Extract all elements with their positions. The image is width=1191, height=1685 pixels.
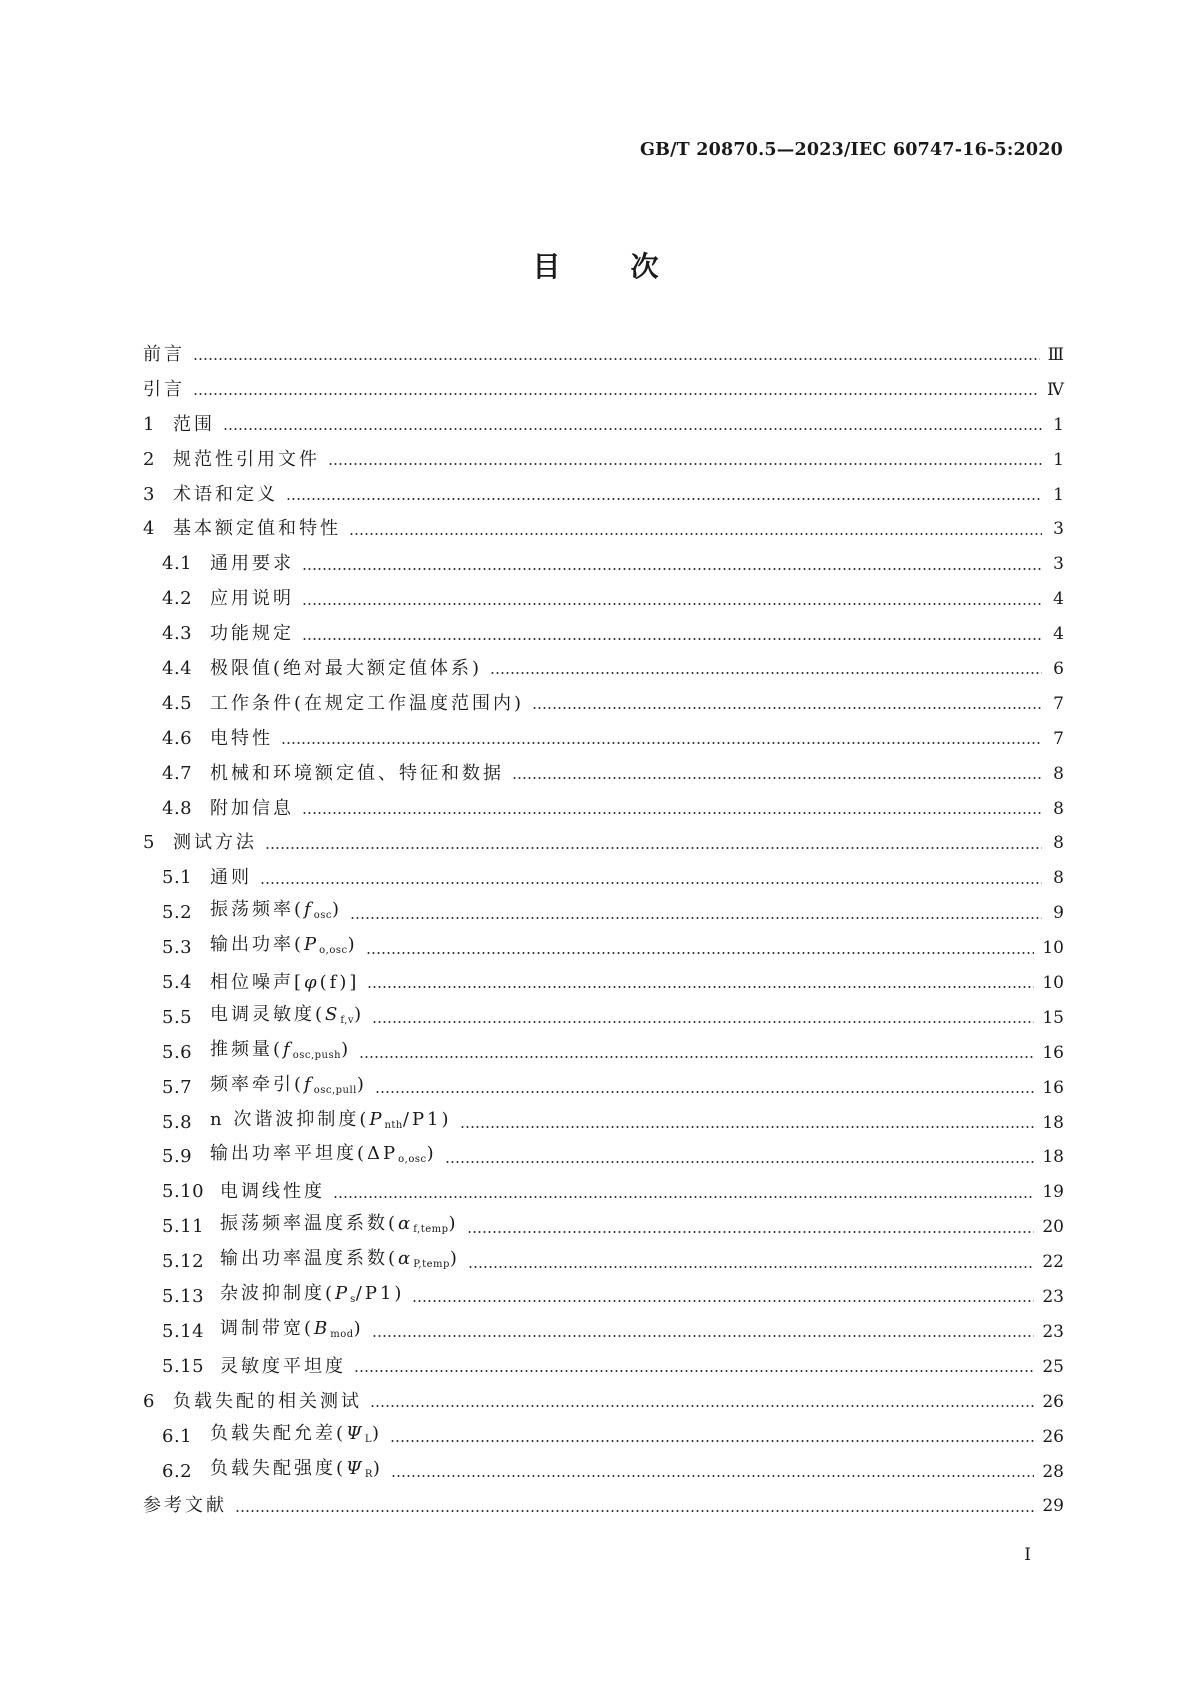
dot-leader xyxy=(412,1300,1034,1302)
toc-entry-number: 4.4 xyxy=(162,658,193,680)
toc-entry-number: 5.9 xyxy=(162,1146,193,1168)
toc-entry-page: 23 xyxy=(1042,1321,1064,1342)
dot-leader xyxy=(328,463,1042,465)
toc-entry-title: 范围 xyxy=(173,413,215,435)
dot-leader xyxy=(367,986,1034,988)
dot-leader xyxy=(286,498,1042,500)
toc-entry[interactable] xyxy=(143,896,1064,931)
toc-entry[interactable] xyxy=(143,792,1064,827)
toc-entry-number: 5.3 xyxy=(162,937,193,959)
toc-entry[interactable] xyxy=(143,1385,1064,1420)
toc-entry[interactable] xyxy=(143,1175,1064,1210)
toc-entry[interactable] xyxy=(143,478,1064,513)
dot-leader xyxy=(302,638,1042,640)
toc-entry[interactable] xyxy=(143,757,1064,792)
toc-entry[interactable] xyxy=(143,826,1064,861)
page-title xyxy=(0,245,1191,285)
dot-leader xyxy=(265,847,1042,849)
toc-entry-number: 5.1 xyxy=(162,867,193,889)
toc-entry-number: 6.2 xyxy=(162,1460,193,1482)
toc-entry-page: 10 xyxy=(1042,973,1064,994)
toc-entry-number: 5.15 xyxy=(162,1355,205,1377)
dot-leader xyxy=(512,777,1042,779)
toc-entry-number: 5.6 xyxy=(162,1041,193,1063)
dot-leader xyxy=(235,1510,1034,1512)
toc-entry-page: 16 xyxy=(1042,1077,1064,1098)
toc-entry-page: 9 xyxy=(1053,903,1064,924)
toc-entry-number: 2 xyxy=(143,448,155,470)
toc-entry[interactable] xyxy=(143,966,1064,1001)
toc-entry-number: 4.1 xyxy=(162,553,193,575)
toc-entry-number: 6 xyxy=(143,1390,155,1412)
toc-entry[interactable] xyxy=(143,931,1064,966)
toc-entry-page: 28 xyxy=(1042,1461,1064,1482)
toc-entry[interactable] xyxy=(143,861,1064,896)
toc-entry-number: 5.5 xyxy=(162,1006,193,1028)
dot-leader xyxy=(349,533,1042,535)
toc-entry-title: 极限值(绝对最大额定值体系) xyxy=(210,658,483,680)
toc-entry-title: n 次谐波抑制度$(P_{nth}/P1)$ xyxy=(210,1108,452,1131)
toc-entry-title: 振荡频率温度系数$(\alpha_{f,temp})$ xyxy=(220,1213,459,1236)
toc-entry-number: 5.4 xyxy=(162,972,193,994)
toc-entry-title: 工作条件(在规定工作温度范围内) xyxy=(210,692,525,714)
toc-entry-page: 8 xyxy=(1053,868,1064,889)
toc-entry[interactable] xyxy=(143,1489,1064,1524)
toc-entry[interactable] xyxy=(143,1140,1064,1175)
toc-entry-page: 20 xyxy=(1042,1217,1064,1238)
toc-entry-title: 输出功率平坦度$(\Delta P_{o,osc})$ xyxy=(210,1143,437,1166)
toc-entry-number: 5.13 xyxy=(162,1286,205,1308)
toc-entry[interactable] xyxy=(143,373,1064,408)
toc-entry-number: 6.1 xyxy=(162,1425,193,1447)
toc-entry-number: 5 xyxy=(143,832,155,854)
dot-leader xyxy=(354,1370,1034,1372)
toc-entry-page: 26 xyxy=(1042,1426,1064,1447)
toc-entry-page: 18 xyxy=(1042,1112,1064,1133)
dot-leader xyxy=(467,1231,1035,1233)
toc-entry[interactable] xyxy=(143,582,1064,617)
toc-entry-page: 1 xyxy=(1053,484,1064,505)
dot-leader xyxy=(532,707,1042,709)
toc-entry-page: 3 xyxy=(1053,554,1064,575)
toc-entry[interactable] xyxy=(143,338,1064,373)
toc-entry[interactable] xyxy=(143,408,1064,443)
toc-entry-page: 7 xyxy=(1053,728,1064,749)
toc-entry-number: 5.14 xyxy=(162,1320,205,1342)
toc-entry-page: 3 xyxy=(1053,519,1064,540)
toc-entry-title: 电调线性度 xyxy=(220,1181,325,1203)
toc-entry-page: 18 xyxy=(1042,1147,1064,1168)
dot-leader xyxy=(391,1475,1034,1477)
toc-entry-title: 机械和环境额定值、特征和数据 xyxy=(210,762,504,784)
toc-entry-title: 调制带宽$(B_{mod})$ xyxy=(220,1317,364,1340)
toc-entry-page: 23 xyxy=(1042,1287,1064,1308)
dot-leader xyxy=(372,1335,1035,1337)
dot-leader xyxy=(302,568,1042,570)
toc-entry-title: 术语和定义 xyxy=(173,483,278,505)
toc-entry[interactable] xyxy=(143,722,1064,757)
page-number: Ⅰ xyxy=(1024,1545,1031,1565)
toc-entry-page: 8 xyxy=(1053,763,1064,784)
toc-entry-title: 杂波抑制度$(P_s/P1)$ xyxy=(220,1283,405,1306)
toc-entry-title: 负载失配强度$(\Psi_R)$ xyxy=(210,1457,383,1480)
toc-entry-page: 10 xyxy=(1042,938,1064,959)
toc-entry-title: 引言 xyxy=(143,378,185,400)
dot-leader xyxy=(375,1091,1034,1093)
dot-leader xyxy=(333,1196,1034,1198)
dot-leader xyxy=(281,742,1042,744)
dot-leader xyxy=(223,428,1042,430)
toc-entry[interactable] xyxy=(143,1245,1064,1280)
toc-entry-title: 电调灵敏度$(S_{f,v})$ xyxy=(210,1003,365,1026)
toc-entry[interactable] xyxy=(143,1106,1064,1141)
toc-entry-title: 推频量$(f_{osc,push})$ xyxy=(210,1038,352,1061)
toc-entry[interactable] xyxy=(143,1036,1064,1071)
toc-entry-number: 5.12 xyxy=(162,1251,205,1273)
toc-entry[interactable] xyxy=(143,1001,1064,1036)
toc-entry-title: 规范性引用文件 xyxy=(173,448,320,470)
toc-entry-page: 4 xyxy=(1053,624,1064,645)
toc-entry-page: 1 xyxy=(1053,449,1064,470)
toc-entry-number: 4.3 xyxy=(162,623,193,645)
toc-entry-page: 8 xyxy=(1053,833,1064,854)
toc-entry-title: 电特性 xyxy=(210,727,273,749)
dot-leader xyxy=(350,917,1042,919)
toc-entry-title: 应用说明 xyxy=(210,588,294,610)
title-part-2: 次 xyxy=(630,250,659,283)
dot-leader xyxy=(460,1126,1035,1128)
toc-entry[interactable] xyxy=(143,687,1064,722)
toc-entry-page: 26 xyxy=(1042,1391,1064,1412)
toc-entry-page: 4 xyxy=(1053,589,1064,610)
toc-entry-title: 频率牵引$(f_{osc,pull})$ xyxy=(210,1073,367,1096)
toc-entry-number: 5.7 xyxy=(162,1076,193,1098)
toc-entry[interactable] xyxy=(143,547,1064,582)
toc-entry-title: 通用要求 xyxy=(210,553,294,575)
toc-entry[interactable] xyxy=(143,1350,1064,1385)
toc-entry[interactable] xyxy=(143,1455,1064,1490)
toc-entry-title: 负载失配的相关测试 xyxy=(173,1390,362,1412)
toc-entry-page: 25 xyxy=(1042,1356,1064,1377)
toc-entry[interactable] xyxy=(143,1315,1064,1350)
toc-entry-page: 7 xyxy=(1053,693,1064,714)
dot-leader xyxy=(260,882,1042,884)
toc-entry-page: 8 xyxy=(1053,798,1064,819)
toc-entry-page: Ⅳ xyxy=(1047,379,1064,400)
toc-entry-number: 5.10 xyxy=(162,1181,205,1203)
dot-leader xyxy=(193,358,1040,360)
toc-entry-page: 15 xyxy=(1042,1007,1064,1028)
toc-entry[interactable] xyxy=(143,652,1064,687)
toc-entry[interactable] xyxy=(143,1210,1064,1245)
toc-entry-title: 基本额定值和特性 xyxy=(173,518,341,540)
toc-entry-title: 前言 xyxy=(143,344,185,365)
toc-entry-page: 16 xyxy=(1042,1042,1064,1063)
toc-entry-number: 4.5 xyxy=(162,692,193,714)
toc-entry[interactable] xyxy=(143,1280,1064,1315)
toc-entry-number: 5.11 xyxy=(162,1216,205,1238)
toc-entry-number: 4.7 xyxy=(162,762,193,784)
toc-entry-title: 振荡频率$(f_{osc})$ xyxy=(210,899,342,922)
dot-leader xyxy=(490,672,1042,674)
dot-leader xyxy=(359,1056,1034,1058)
toc-entry-title: 输出功率温度系数$(\alpha_{P,temp})$ xyxy=(220,1248,460,1271)
dot-leader xyxy=(193,393,1039,395)
toc-entry-title: 相位噪声[φ(f)] xyxy=(210,972,360,994)
toc-entry[interactable] xyxy=(143,617,1064,652)
dot-leader xyxy=(302,812,1042,814)
toc-entry-number: 4 xyxy=(143,518,155,540)
dot-leader xyxy=(372,1021,1034,1023)
dot-leader xyxy=(390,1440,1034,1442)
toc-entry-page: Ⅲ xyxy=(1047,345,1064,365)
dot-leader xyxy=(370,1405,1034,1407)
toc-entry-number: 1 xyxy=(143,413,155,435)
toc-entry-number: 4.6 xyxy=(162,727,193,749)
toc-entry[interactable] xyxy=(143,1071,1064,1106)
toc-entry-number: 4.2 xyxy=(162,588,193,610)
toc-entry-number: 4.8 xyxy=(162,797,193,819)
dot-leader xyxy=(468,1266,1034,1268)
title-part-1: 目 xyxy=(532,250,561,283)
toc-entry[interactable] xyxy=(143,443,1064,478)
toc-entry-title: 参考文献 xyxy=(143,1495,227,1517)
toc-entry-page: 22 xyxy=(1042,1252,1064,1273)
toc-entry[interactable] xyxy=(143,1420,1064,1455)
toc-entry-page: 19 xyxy=(1042,1182,1064,1203)
dot-leader xyxy=(366,952,1035,954)
toc-entry-title: 输出功率$(P_{o,osc})$ xyxy=(210,934,358,957)
standard-code: GB/T 20870.5—2023/IEC 60747-16-5:2020 xyxy=(639,140,1063,160)
table-of-contents xyxy=(143,338,1064,1524)
toc-entry-title: 测试方法 xyxy=(173,832,257,854)
toc-entry-page: 1 xyxy=(1053,414,1064,435)
toc-entry-title: 功能规定 xyxy=(210,623,294,645)
toc-entry-number: 5.8 xyxy=(162,1111,193,1133)
toc-entry-page: 6 xyxy=(1053,659,1064,680)
toc-entry[interactable] xyxy=(143,512,1064,547)
dot-leader xyxy=(302,603,1042,605)
toc-entry-title: 灵敏度平坦度 xyxy=(220,1355,346,1377)
toc-entry-title: 通则 xyxy=(210,867,252,889)
toc-entry-number: 3 xyxy=(143,483,155,505)
toc-entry-title: 负载失配允差$(\Psi_L)$ xyxy=(210,1422,382,1445)
toc-entry-page: 29 xyxy=(1042,1496,1064,1517)
toc-entry-title: 附加信息 xyxy=(210,797,294,819)
dot-leader xyxy=(445,1161,1035,1163)
toc-entry-number: 5.2 xyxy=(162,902,193,924)
